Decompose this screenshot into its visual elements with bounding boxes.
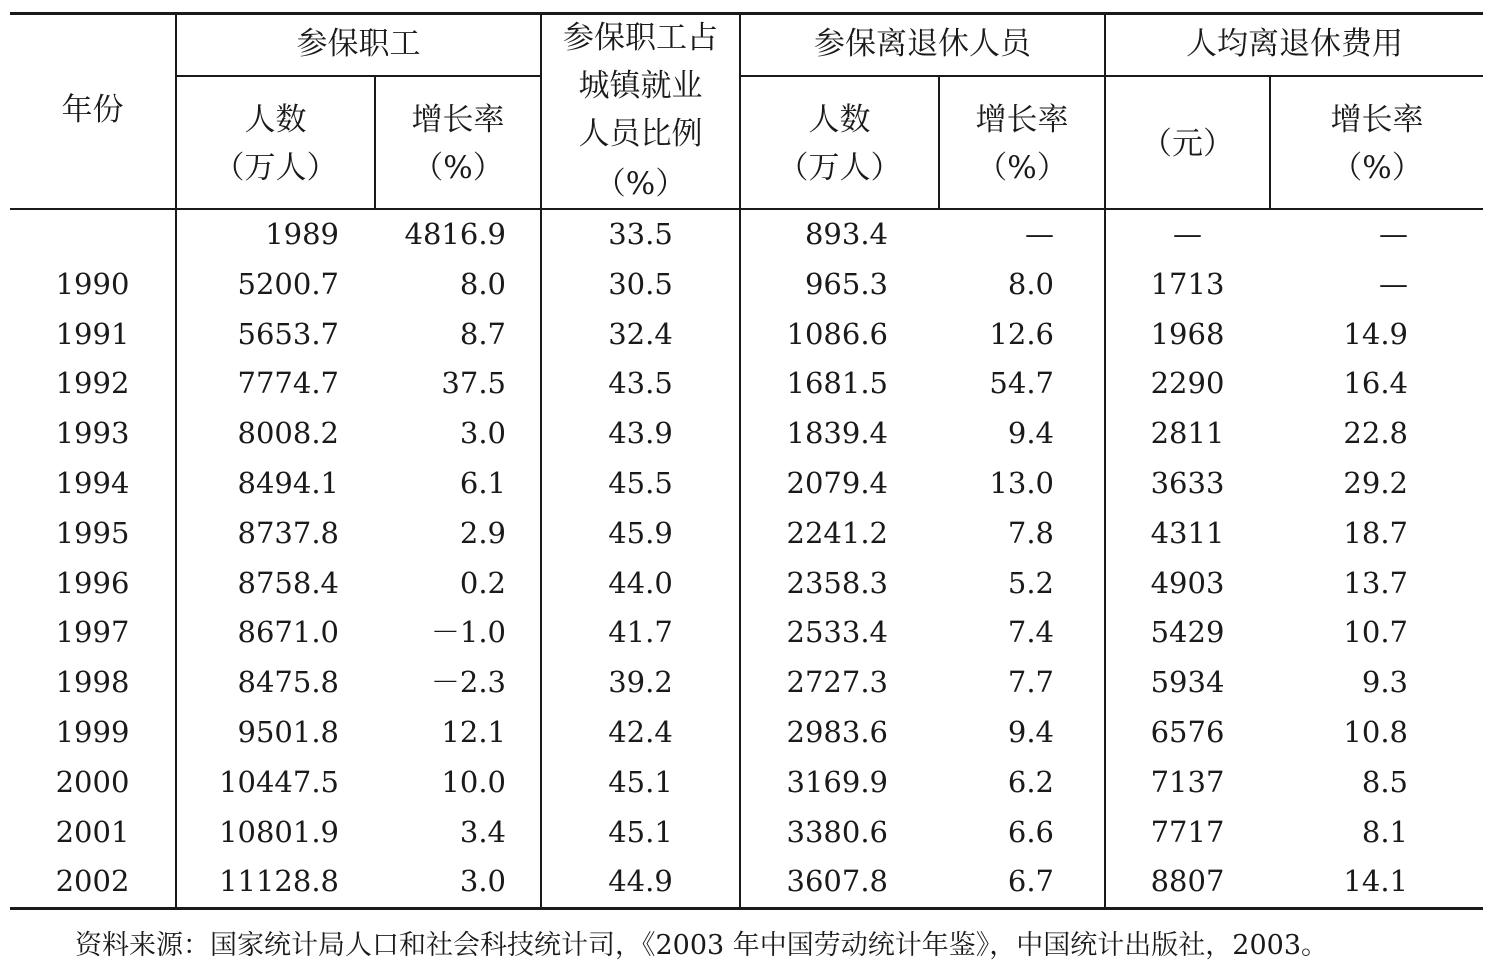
source-note: 资料来源：国家统计局人口和社会科技统计司，《2003 年中国劳动统计年鉴》，中国统计出版社，2003。 [75, 930, 1329, 961]
cell-workers: 8008.2 [237, 416, 339, 451]
cell-share: 43.5 [608, 366, 673, 401]
cell-workers-growth: 3.0 [459, 864, 506, 899]
header-retirees-growth: 增长率 [975, 102, 1069, 138]
cell-workers: 1989 [265, 217, 339, 251]
cell-workers-growth: －1.0 [430, 615, 506, 650]
cell-retirees-growth: 9.4 [1007, 416, 1054, 451]
cell-year: 1996 [55, 565, 130, 600]
cell-workers-growth: 2.9 [459, 515, 506, 550]
cell-workers-growth: 8.0 [459, 266, 506, 301]
cell-share: 45.5 [608, 466, 673, 500]
cell-workers-growth: 6.1 [459, 466, 506, 500]
header-per-capita-cost: 人均离退休费用 [1186, 26, 1403, 62]
cell-retirees: 1086.6 [786, 316, 888, 351]
cell-workers: 10801.9 [219, 814, 339, 849]
cell-cost-growth: — [1379, 217, 1408, 251]
cell-cost: 8807 [1150, 864, 1225, 899]
cell-cost-growth: 14.9 [1343, 316, 1408, 351]
table-top-rule [10, 12, 1483, 15]
cell-year: 1993 [55, 416, 130, 451]
header-retirees: 参保离退休人员 [814, 26, 1031, 62]
cell-year: 2000 [55, 764, 130, 799]
cell-retirees-growth: 13.0 [989, 466, 1054, 500]
cell-retirees: 2727.3 [786, 665, 888, 700]
cell-retirees-growth: 12.6 [989, 316, 1054, 351]
cell-retirees: 2358.3 [786, 565, 888, 600]
cell-cost: 3633 [1150, 466, 1225, 500]
header-workers-growth: 增长率 [411, 102, 505, 138]
cell-cost: 1713 [1150, 266, 1225, 301]
header-share-line2: 城镇就业 [578, 68, 703, 104]
cell-retirees-growth: 6.6 [1007, 814, 1054, 849]
cell-share: 30.5 [608, 266, 673, 301]
header-sub-rule-retirees [741, 75, 1483, 77]
cell-workers: 8494.1 [237, 466, 339, 500]
cell-cost: 4311 [1150, 515, 1225, 550]
cell-workers-growth: －2.3 [430, 665, 506, 700]
cell-year: 1998 [55, 665, 130, 700]
cell-cost: 4903 [1150, 565, 1225, 600]
table-bottom-rule [10, 907, 1483, 910]
cell-share: 44.0 [608, 565, 673, 600]
cell-retirees: 2241.2 [786, 515, 888, 550]
cell-retirees: 2983.6 [786, 715, 888, 749]
cell-cost-growth: 16.4 [1343, 366, 1408, 401]
cell-share: 44.9 [608, 864, 673, 899]
cell-cost-growth: 13.7 [1343, 565, 1408, 600]
cell-retirees-growth: 7.4 [1007, 615, 1054, 650]
cell-workers-growth: 10.0 [441, 764, 506, 799]
header-cost-growth: 增长率 [1330, 102, 1424, 138]
header-share-line1: 参保职工占 [563, 20, 718, 56]
cell-cost: 5429 [1150, 615, 1225, 650]
cell-retirees-growth: 7.8 [1007, 515, 1054, 550]
header-retirees-count-unit: （万人） [777, 150, 902, 186]
cell-retirees-growth: 7.7 [1007, 665, 1054, 700]
cell-workers: 8671.0 [237, 615, 339, 650]
cell-cost: 6576 [1150, 715, 1225, 749]
cell-year: 1992 [55, 366, 130, 401]
cell-workers: 11128.8 [219, 864, 339, 899]
cell-workers-growth: 37.5 [441, 366, 506, 401]
cell-retirees-growth: — [1025, 217, 1054, 251]
cell-workers: 7774.7 [237, 366, 339, 401]
cell-retirees: 3169.9 [786, 764, 888, 799]
cell-retirees: 1839.4 [786, 416, 888, 451]
header-share-line3: 人员比例 [578, 116, 703, 152]
cell-share: 32.4 [608, 316, 673, 351]
cell-retirees-growth: 9.4 [1007, 715, 1054, 749]
header-workers-count-unit: （万人） [213, 150, 338, 186]
header-workers-growth-unit: （%） [412, 150, 504, 186]
header-share-unit: （%） [594, 166, 687, 202]
cell-retirees: 2079.4 [786, 466, 888, 500]
cell-share: 45.9 [608, 515, 673, 550]
header-sub-rule-workers [176, 75, 541, 77]
cell-workers: 5653.7 [237, 316, 339, 351]
cell-cost-growth: 8.5 [1361, 764, 1408, 799]
cell-workers-growth: 8.7 [459, 316, 506, 351]
cell-cost: 2811 [1150, 416, 1225, 451]
cell-retirees-growth: 5.2 [1007, 565, 1054, 600]
cell-retirees-growth: 8.0 [1007, 266, 1054, 301]
cell-share: 33.5 [608, 217, 673, 251]
cell-cost-growth: 18.7 [1343, 515, 1408, 550]
cell-workers: 8737.8 [237, 515, 339, 550]
cell-workers: 10447.5 [219, 764, 339, 799]
cell-year: 1994 [55, 466, 130, 500]
header-cost-growth-unit: （%） [1331, 150, 1423, 186]
cell-cost-growth: 9.3 [1361, 665, 1408, 700]
cell-cost: 7717 [1150, 814, 1225, 849]
cell-retirees-growth: 54.7 [989, 366, 1054, 401]
cell-year [10, 209, 175, 259]
header-workers-count: 人数 [244, 102, 307, 138]
cell-workers: 8758.4 [237, 565, 339, 600]
header-retirees-growth-unit: （%） [976, 150, 1068, 186]
cell-workers-growth: 3.0 [459, 416, 506, 451]
cell-year: 1997 [55, 615, 130, 650]
cell-retirees-growth: 6.7 [1007, 864, 1054, 899]
cell-cost: 2290 [1150, 366, 1225, 401]
cell-retirees-growth: 6.2 [1007, 764, 1054, 799]
cell-year: 1990 [55, 266, 130, 301]
cell-cost: 7137 [1150, 764, 1225, 799]
cell-cost-growth: — [1379, 266, 1408, 301]
cell-share: 43.9 [608, 416, 673, 451]
cell-workers: 9501.8 [237, 715, 339, 749]
cell-cost-growth: 29.2 [1343, 466, 1408, 500]
cell-year: 1999 [55, 715, 130, 749]
cell-cost: 1968 [1150, 316, 1225, 351]
cell-year: 2002 [55, 864, 130, 899]
cell-cost-growth: 22.8 [1343, 416, 1408, 451]
cell-share: 45.1 [608, 764, 673, 799]
cell-cost: 5934 [1150, 665, 1225, 700]
cell-year: 2001 [55, 814, 130, 849]
cell-workers-growth: 3.4 [459, 814, 506, 849]
cell-retirees: 2533.4 [786, 615, 888, 650]
cell-year: 1995 [55, 515, 130, 550]
cell-workers: 8475.8 [237, 665, 339, 700]
cell-cost-growth: 10.7 [1343, 615, 1408, 650]
cell-year: 1991 [55, 316, 130, 351]
cell-share: 42.4 [608, 715, 673, 749]
cell-retirees: 1681.5 [786, 366, 888, 401]
cell-workers: 5200.7 [237, 266, 339, 301]
cell-share: 41.7 [608, 615, 673, 650]
header-cost-unit: （元） [1141, 126, 1234, 162]
cell-retirees: 3380.6 [786, 814, 888, 849]
header-retirees-count: 人数 [808, 102, 871, 138]
cell-workers-growth: 12.1 [441, 715, 506, 749]
cell-share: 39.2 [608, 665, 673, 700]
cell-cost: — [1173, 217, 1202, 251]
header-year: 年份 [61, 92, 124, 128]
cell-cost-growth: 8.1 [1361, 814, 1408, 849]
cell-cost-growth: 14.1 [1343, 864, 1408, 899]
cell-share: 45.1 [608, 814, 673, 849]
cell-workers-growth: 4816.9 [404, 217, 506, 251]
cell-retirees: 3607.8 [786, 864, 888, 899]
cell-retirees: 893.4 [804, 217, 888, 251]
cell-retirees: 965.3 [804, 266, 888, 301]
cell-workers-growth: 0.2 [459, 565, 506, 600]
cell-cost-growth: 10.8 [1343, 715, 1408, 749]
header-insured-workers: 参保职工 [296, 26, 421, 62]
